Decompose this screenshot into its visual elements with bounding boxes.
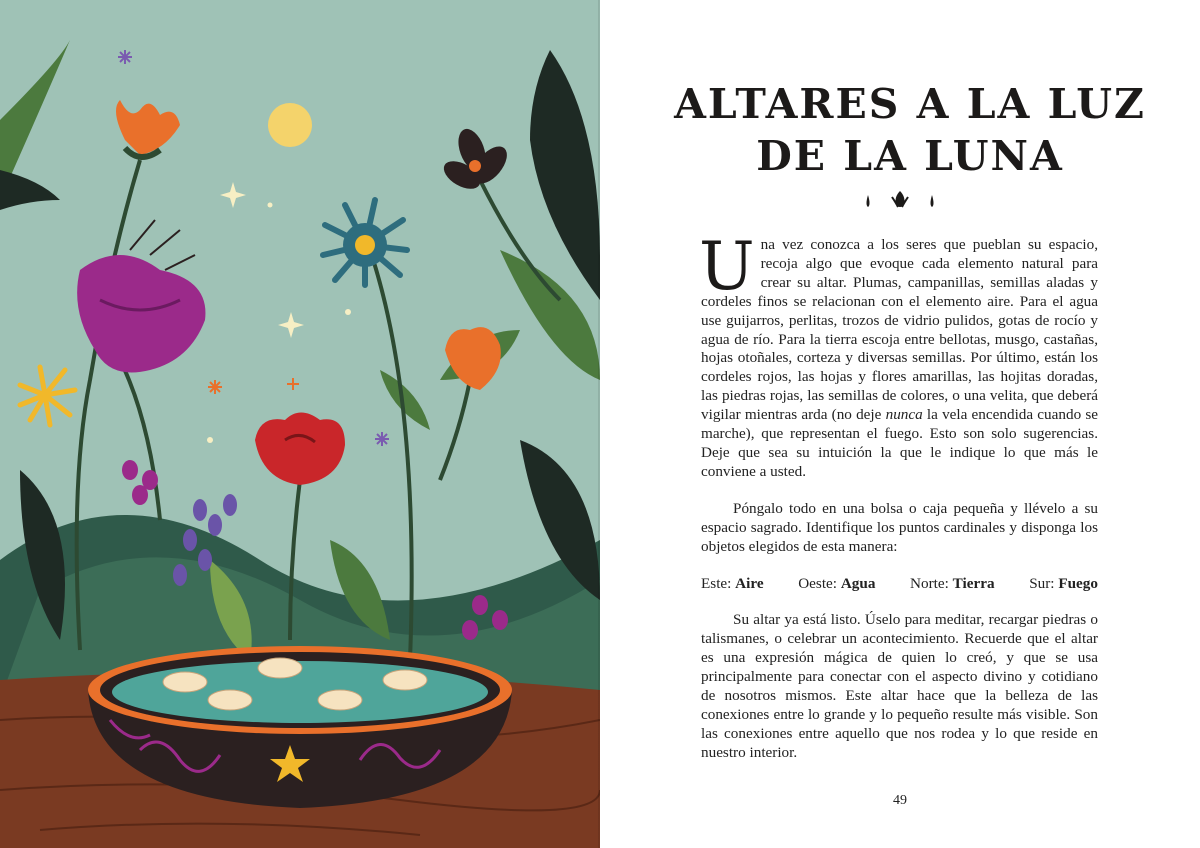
body-text: [699, 228, 1099, 763]
direction-north: Norte: Tierra: [910, 574, 995, 592]
paragraph-1-text-a: na vez conozca a los seres que pueblan su espacio, recoja algo que evoque cada elemento natural para crear su altar. Plumas, campanillas, semillas aladas y cordeles finos se relacionan con el elemento aire. Para el agua use guijarros, perlitas, trozos de vidrio pulidos, gotas de rocío y agua de río. Para la tierra escoja entre bellotas, musgo, castañas, hojas otoñales, corteza y diversas semillas. Por último, están los cordeles rojos, las hojas y flores amarillas, las hojitas doradas, las piedras rojas, las semillas de colores, o una velita, que deberá vigilar mientras arda (no deje: [701, 236, 1098, 424]
paragraph-1-text-b: la vela encendida cuando se marche), que representan el fuego. Esto son solo sugerencias. Deje que sea su intuición la que le indique lo que más le conviene a usted.: [701, 406, 1099, 480]
title-line-1: ALTARES A LA LUZ: [674, 80, 1146, 128]
paragraph-2: Póngalo todo en una bolsa o caja pequeña y llévelo a su espacio sagrado. Identifique los puntos cardinales y disponga los objetos elegidos de esta manera:: [701, 499, 1098, 555]
star-dot-icon: [207, 437, 213, 443]
asterisk-icon: [118, 50, 132, 64]
cardinal-directions: [701, 575, 1098, 594]
moon-icon: [268, 103, 312, 147]
title-line-2: DE LA LUNA: [756, 132, 1064, 180]
drop-cap: U: [699, 228, 755, 305]
direction-east: Este: Aire: [701, 574, 764, 592]
paragraph-1: [699, 228, 1099, 482]
paragraph-3: Su altar ya está listo. Úselo para meditar, recargar piedras o talismanes, o celebrar un acontecimiento. Recuerde que el altar es una expresión mágica de quien lo creó, y que se usa principalmente para conectar con el aspecto divino y cotidiano de nosotros mismos. Este altar hace que la belleza de las conexiones entre lo grande y lo pequeño resulte más visible. Son las conexiones entre aquello que nos rodea y lo que reside en nuestro interior.: [701, 611, 1098, 761]
star-dot-icon: [268, 203, 273, 208]
page-number: 49: [893, 793, 907, 808]
direction-south: Sur: Fuego: [1029, 574, 1098, 592]
chapter-title: [660, 78, 1160, 182]
text-page: [600, 0, 1200, 848]
star-dot-icon: [345, 309, 351, 315]
asterisk-icon: [208, 380, 222, 394]
paragraph-1-italic: nunca: [885, 406, 923, 424]
asterisk-icon: [375, 432, 389, 446]
three-flower-buds-icon: [858, 189, 942, 209]
direction-west: Oeste: Agua: [798, 574, 876, 592]
